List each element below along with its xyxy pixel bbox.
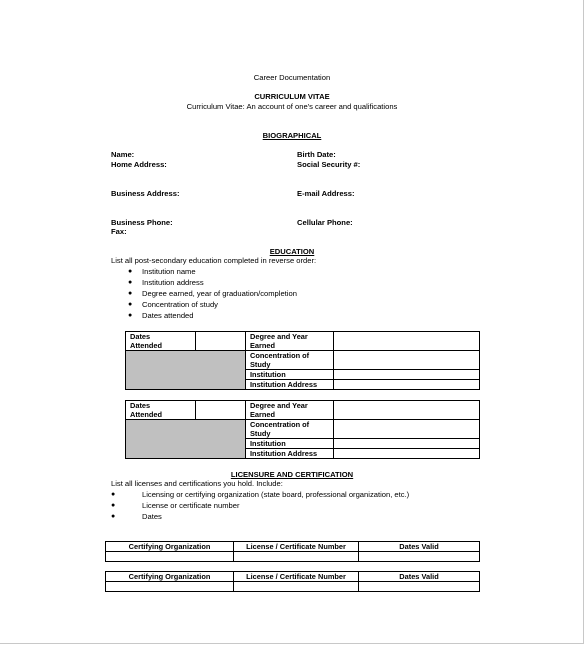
certifying-organization-header: Certifying Organization <box>106 572 234 582</box>
dates-attended-label: Dates Attended <box>126 332 196 351</box>
business-phone-label: Business Phone: <box>111 218 173 227</box>
dates-attended-field[interactable] <box>196 332 246 351</box>
fax-label: Fax: <box>111 227 127 236</box>
institution-address-label: Institution Address <box>246 449 334 459</box>
business-address-label: Business Address: <box>111 189 180 198</box>
concentration-label: Concentration of Study <box>246 420 334 439</box>
bullet-icon: ● <box>128 301 133 308</box>
bullet-icon: ● <box>128 268 133 275</box>
dates-valid-field[interactable] <box>359 582 480 592</box>
education-bullet: Concentration of study <box>142 300 218 309</box>
degree-year-label: Degree and Year Earned <box>246 332 334 351</box>
degree-year-label: Degree and Year Earned <box>246 401 334 420</box>
concentration-field[interactable] <box>334 351 480 370</box>
institution-address-field[interactable] <box>334 380 480 390</box>
institution-label: Institution <box>246 439 334 449</box>
institution-field[interactable] <box>334 370 480 380</box>
concentration-label: Concentration of Study <box>246 351 334 370</box>
education-table <box>125 400 480 459</box>
licensure-intro: List all licenses and certifications you hold. Include: <box>111 479 283 488</box>
institution-address-field[interactable] <box>334 449 480 459</box>
license-number-header: License / Certificate Number <box>234 572 359 582</box>
education-bullet: Institution name <box>142 267 196 276</box>
certifying-organization-field[interactable] <box>106 582 234 592</box>
licensure-bullet: Dates <box>142 512 162 521</box>
institution-field[interactable] <box>334 439 480 449</box>
document-title: Career Documentation <box>253 73 331 82</box>
bullet-icon: ● <box>111 513 116 520</box>
certifying-organization-header: Certifying Organization <box>106 542 234 552</box>
education-bullet: Dates attended <box>142 311 194 320</box>
shaded-cell <box>126 351 246 390</box>
certifying-organization-field[interactable] <box>106 552 234 562</box>
licensure-bullet: Licensing or certifying organization (state board, professional organization, etc.) <box>142 490 410 499</box>
dates-valid-header: Dates Valid <box>359 572 480 582</box>
bullet-icon: ● <box>111 502 116 509</box>
bullet-icon: ● <box>111 491 116 498</box>
name-label: Name: <box>111 150 135 159</box>
shaded-cell <box>126 420 246 459</box>
degree-year-field[interactable] <box>334 332 480 351</box>
license-number-field[interactable] <box>234 582 359 592</box>
bullet-icon: ● <box>128 279 133 286</box>
dates-attended-label: Dates Attended <box>126 401 196 420</box>
dates-attended-field[interactable] <box>196 401 246 420</box>
social-security-label: Social Security #: <box>297 160 361 169</box>
bullet-icon: ● <box>128 312 133 319</box>
education-bullet: Degree earned, year of graduation/completion <box>142 289 297 298</box>
dates-valid-header: Dates Valid <box>359 542 480 552</box>
cellular-phone-label: Cellular Phone: <box>297 218 353 227</box>
email-address-label: E-mail Address: <box>297 189 355 198</box>
education-intro: List all post-secondary education completed in reverse order: <box>111 256 317 265</box>
license-number-header: License / Certificate Number <box>234 542 359 552</box>
institution-address-label: Institution Address <box>246 380 334 390</box>
cv-subtitle: Curriculum Vitae: An account of one's career and qualifications <box>186 102 398 111</box>
degree-year-field[interactable] <box>334 401 480 420</box>
education-table <box>125 331 480 390</box>
education-bullet: Institution address <box>142 278 204 287</box>
birth-date-label: Birth Date: <box>297 150 336 159</box>
license-number-field[interactable] <box>234 552 359 562</box>
bullet-icon: ● <box>128 290 133 297</box>
licensure-bullet: License or certificate number <box>142 501 240 510</box>
concentration-field[interactable] <box>334 420 480 439</box>
biographical-heading: BIOGRAPHICAL <box>262 131 322 140</box>
dates-valid-field[interactable] <box>359 552 480 562</box>
licensure-table <box>105 571 480 592</box>
education-heading: EDUCATION <box>269 247 315 256</box>
licensure-heading: LICENSURE AND CERTIFICATION <box>230 470 354 479</box>
cv-title: CURRICULUM VITAE <box>254 92 330 101</box>
institution-label: Institution <box>246 370 334 380</box>
home-address-label: Home Address: <box>111 160 167 169</box>
licensure-table <box>105 541 480 562</box>
